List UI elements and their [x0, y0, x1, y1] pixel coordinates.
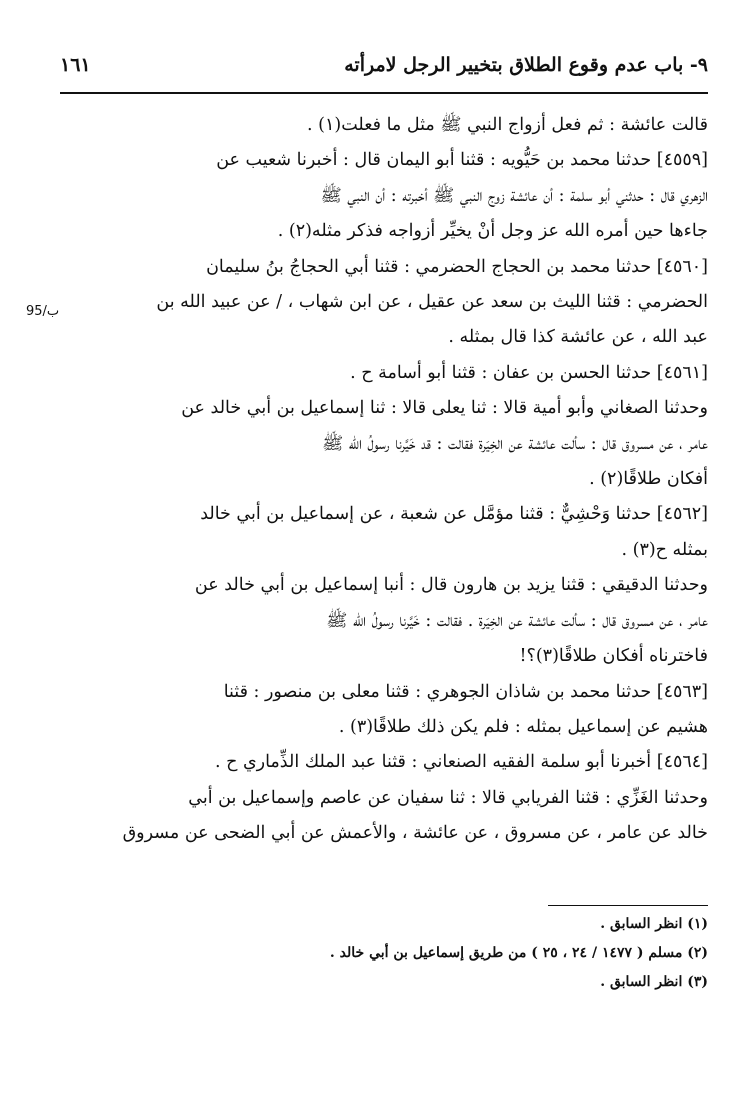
hadith-paragraph [62, 108, 708, 143]
text-line: وحدثنا الصغاني وأبو أمية قالا : ثنا يعلى قالا : ثنا إسماعيل بن أبي خالد عن [181, 398, 708, 419]
manuscript-folio-note: ب/95 [26, 304, 60, 319]
text-line: الحضرمي : قثنا الليث بن سعد عن عقيل ، عن ابن شهاب ، / عن عبيد الله بن [156, 292, 708, 313]
text-line: خالد عن عامر ، عن مسروق ، عن عائشة ، والأعمش عن أبي الضحى عن مسروق [122, 823, 708, 844]
text-line: [٤٥٦٠] حدثنا محمد بن الحجاج الحضرمي : قثنا أبي الحجاجُ بنُ سليمان [206, 256, 708, 277]
text-line: فاخترناه أفكان طلاقًا(٣)؟! [519, 646, 708, 667]
chapter-title: ٩- باب عدم وقوع الطلاق بتخيير الرجل لامرأته [344, 54, 708, 76]
text-line: وحدثنا الغَزِّي : قثنا الفريابي قالا : ثنا سفيان عن عاصم وإسماعيل بن أبي [188, 787, 708, 808]
page-header [60, 52, 708, 82]
footnote-1: (١) انظر السابق . [600, 916, 708, 932]
text-line: [٤٥٦٣] حدثنا محمد بن شاذان الجوهري : قثنا معلى بن منصور : قثنا [223, 681, 708, 702]
text-line: [٤٥٥٩] حدثنا محمد بن حَيُّويه : قثنا أبو اليمان قال : أخبرنا شعيب عن [216, 150, 708, 171]
hadith-paragraph [62, 781, 708, 852]
footnote-divider [548, 905, 708, 906]
text-line: عامر ، عن مسروق قال : سألت عائشة عن الخِيَرة . فقالت : خَيَّرنا رسولُ الله ﷺ [326, 610, 708, 631]
text-line: [٤٥٦١] حدثنا الحسن بن عفان : قثنا أبو أسامة ح . [350, 362, 708, 383]
hadith-paragraph [62, 568, 708, 674]
text-line: هشيم عن إسماعيل بمثله : فلم يكن ذلك طلاقًا(٣) . [338, 716, 708, 737]
page-number: ١٦١ [60, 54, 91, 76]
hadith-paragraph [62, 497, 708, 568]
hadith-paragraph [62, 745, 708, 780]
footnote-3: (٣) انظر السابق . [600, 974, 708, 990]
text-line: الزهري قال : حدثني أبو سلمة : أن عائشة زوج النبي ﷺ أخبرته : أن النبي ﷺ [320, 185, 708, 206]
text-line: [٤٥٦٤] أخبرنا أبو سلمة الفقيه الصنعاني : قثنا عبد الملك الذِّماري ح . [214, 752, 708, 773]
hadith-paragraph [62, 675, 708, 746]
text-line: قالت عائشة : ثم فعل أزواج النبي ﷺ مثل ما فعلت(١) . [307, 115, 708, 135]
text-line: بمثله ح(٣) . [621, 539, 708, 560]
hadith-paragraph [62, 356, 708, 391]
text-line: [٤٥٦٢] حدثنا وَحْشِيٌّ : قثنا مؤمَّل عن شعبة ، عن إسماعيل بن أبي خالد [200, 504, 708, 525]
main-text [62, 108, 708, 852]
text-line: وحدثنا الدقيقي : قثنا يزيد بن هارون قال : أنبا إسماعيل بن أبي خالد عن [194, 575, 708, 596]
text-line: أفكان طلاقًا(٢) . [589, 469, 708, 490]
footnotes [60, 910, 708, 997]
text-line: عامر ، عن مسروق قال : سألت عائشة عن الخِيَرة فقالت : قد خَيَّرنا رسولُ الله ﷺ [322, 433, 708, 454]
hadith-paragraph [62, 143, 708, 249]
text-line: عبد الله ، عن عائشة كذا قال بمثله . [448, 327, 708, 348]
hadith-paragraph [62, 391, 708, 497]
footnote-2: (٢) مسلم ( ١٤٧٧ / ٢٤ ، ٢٥ ) من طريق إسماعيل بن أبي خالد . [329, 945, 708, 961]
header-divider [60, 92, 708, 94]
text-line: جاءها حين أمره الله عز وجل أنْ يخيِّر أزواجه فذكر مثله(٢) . [277, 221, 708, 242]
hadith-paragraph [62, 250, 708, 356]
